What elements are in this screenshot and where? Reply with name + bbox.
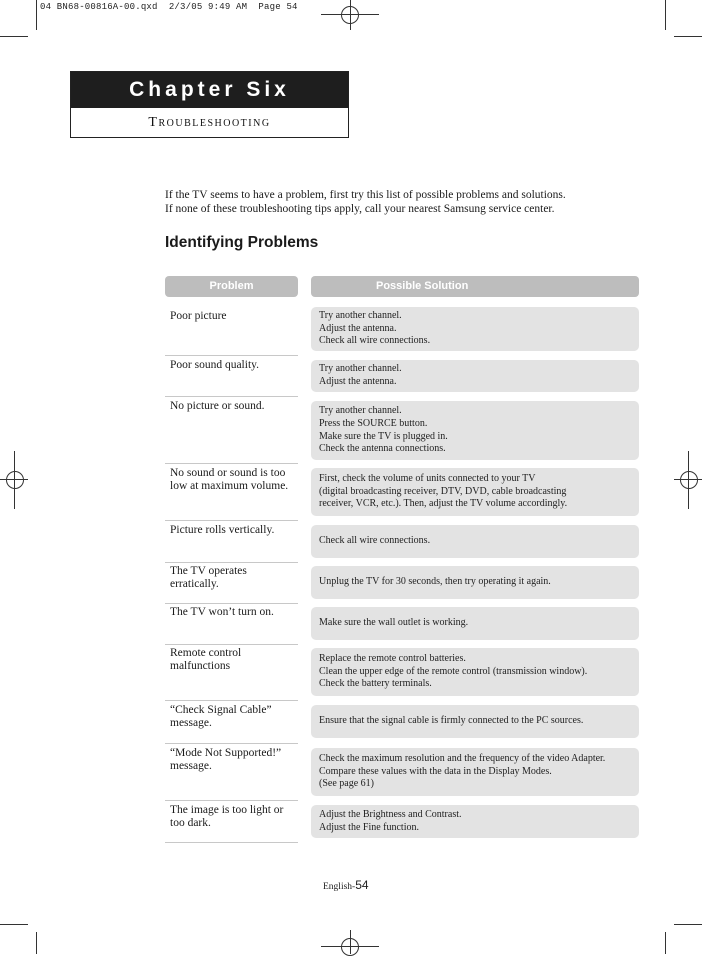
- chapter-subtitle: Troubleshooting: [148, 115, 271, 130]
- problem-cell: The TV won’t turn on.: [170, 606, 274, 618]
- row-divider: [165, 644, 298, 645]
- solution-cell: Make sure the wall outlet is working.: [311, 607, 639, 640]
- row-divider: [165, 463, 298, 464]
- intro-line: If the TV seems to have a problem, first try this list of possible problems and solutions.: [165, 189, 566, 201]
- row-divider: [165, 842, 298, 843]
- solution-column-header: [311, 276, 639, 297]
- print-slug-line: 04 BN68-00816A-00.qxd 2/3/05 9:49 AM Page 54: [40, 2, 298, 12]
- solution-cell: Adjust the Brightness and Contrast. Adjust the Fine function.: [311, 805, 639, 838]
- row-divider: [165, 700, 298, 701]
- problem-cell: No sound or sound is too low at maximum volume.: [170, 467, 289, 492]
- problem-cell: “Mode Not Supported!” message.: [170, 747, 282, 772]
- intro-line: If none of these troubleshooting tips apply, call your nearest Samsung service center.: [165, 202, 555, 215]
- intro-paragraph: [165, 189, 566, 216]
- solution-cell: Check the maximum resolution and the frequency of the video Adapter. Compare these values with the data in the Display Modes. (See page 61): [311, 748, 639, 796]
- problem-cell: Poor picture: [170, 310, 227, 322]
- solution-cell: Ensure that the signal cable is firmly connected to the PC sources.: [311, 705, 639, 738]
- problem-cell: The TV operates erratically.: [170, 565, 247, 590]
- row-divider: [165, 743, 298, 744]
- problem-cell: Remote control malfunctions: [170, 647, 242, 672]
- problem-cell: Picture rolls vertically.: [170, 524, 275, 536]
- solution-cell: Check all wire connections.: [311, 525, 639, 558]
- problem-column-header: Problem: [165, 276, 298, 297]
- row-divider: [165, 396, 298, 397]
- section-heading: Identifying Problems: [165, 234, 319, 251]
- page-footer: [323, 878, 369, 892]
- problem-cell: “Check Signal Cable” message.: [170, 704, 272, 729]
- problem-cell: The image is too light or too dark.: [170, 804, 284, 829]
- chapter-title: Chapter Six: [71, 72, 348, 108]
- row-divider: [165, 562, 298, 563]
- problem-cell: No picture or sound.: [170, 400, 265, 412]
- row-divider: [165, 355, 298, 356]
- solution-cell: First, check the volume of units connected to your TV (digital broadcasting receiver, DTV, DVD, cable broadcasting receiver, VCR, etc.). Then, adjust the TV volume accordingly.: [311, 468, 639, 516]
- page-number: 54: [355, 878, 369, 892]
- solution-column-header-label: Possible Solution: [376, 280, 469, 292]
- footer-language-label: English-: [323, 882, 356, 892]
- chapter-header-box: [70, 71, 349, 138]
- solution-cell: Replace the remote control batteries. Clean the upper edge of the remote control (transmission window). Check the battery terminals.: [311, 648, 639, 696]
- row-divider: [165, 800, 298, 801]
- problem-cell: Poor sound quality.: [170, 359, 260, 371]
- row-divider: [165, 603, 298, 604]
- row-divider: [165, 520, 298, 521]
- solution-cell: Unplug the TV for 30 seconds, then try operating it again.: [311, 566, 639, 599]
- solution-cell: Try another channel. Adjust the antenna. Check all wire connections.: [311, 307, 639, 351]
- solution-cell: Try another channel. Press the SOURCE button. Make sure the TV is plugged in. Check the antenna connections.: [311, 401, 639, 460]
- solution-cell: Try another channel. Adjust the antenna.: [311, 360, 639, 392]
